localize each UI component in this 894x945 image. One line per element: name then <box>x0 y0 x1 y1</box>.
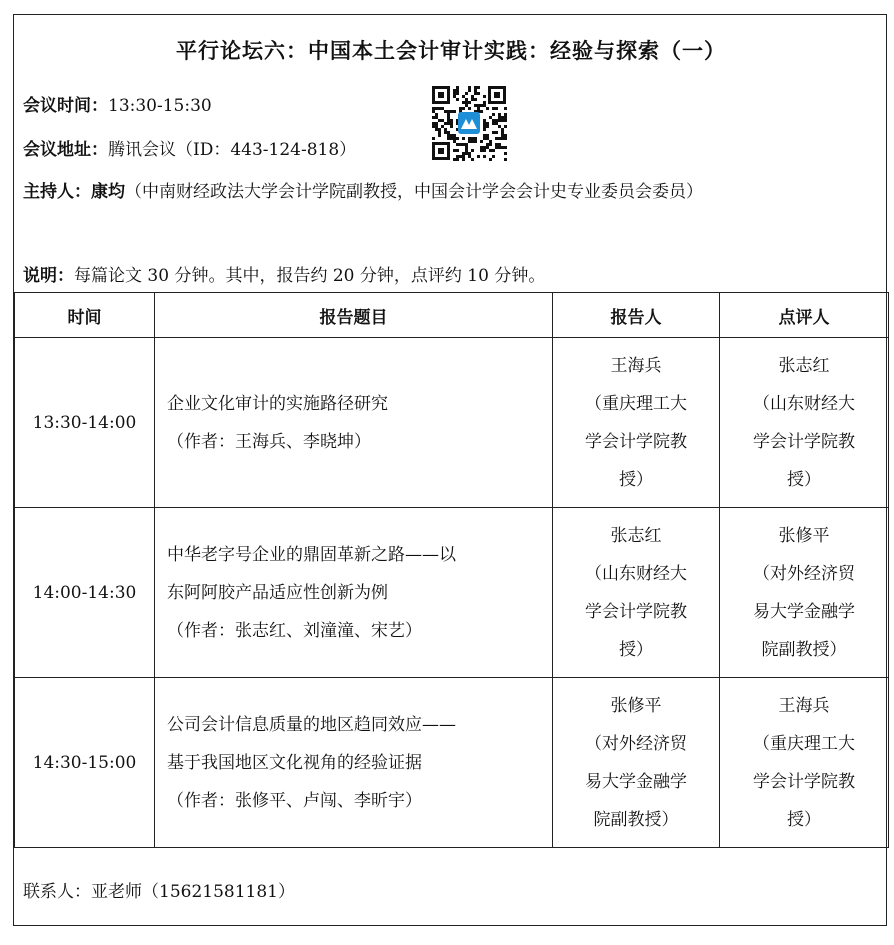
presenter-line: 学会计学院教 <box>585 431 687 452</box>
presenter-line: （对外经济贸 <box>585 733 687 754</box>
contact-info: 联系人：亚老师（15621581181） <box>23 882 295 902</box>
header-topic: 报告题目 <box>155 293 553 338</box>
reviewer-line: 授） <box>787 469 821 490</box>
meeting-time-value: 13:30-15:30 <box>108 96 212 116</box>
table-row <box>15 508 889 678</box>
presenter-line: 王海兵 <box>610 355 662 376</box>
host-info <box>23 173 873 211</box>
row-presenter <box>553 508 720 678</box>
topic-line: 基于我国地区文化视角的经验证据 <box>167 752 422 773</box>
topic-line: （作者：张志红、刘潼潼、宋艺） <box>167 620 422 641</box>
header-time: 时间 <box>15 293 155 338</box>
row-reviewer <box>720 678 889 848</box>
page-title: 平行论坛六：中国本土会计审计实践：经验与探索（一） <box>176 38 726 63</box>
presenter-line: 张修平 <box>610 695 662 716</box>
presenter-line: 学会计学院教 <box>585 601 687 622</box>
reviewer-line: （对外经济贸 <box>753 563 855 584</box>
presenter-line: 授） <box>619 469 653 490</box>
reviewer-line: 学会计学院教 <box>753 771 855 792</box>
row-time: 14:30-15:00 <box>15 678 155 848</box>
row-reviewer <box>720 338 889 508</box>
schedule-table <box>14 292 889 848</box>
topic-line: （作者：王海兵、李晓坤） <box>167 431 371 452</box>
note <box>23 261 545 286</box>
reviewer-line: （重庆理工大 <box>753 733 855 754</box>
meeting-time-label: 会议时间： <box>23 96 108 116</box>
header-reviewer: 点评人 <box>720 293 889 338</box>
reviewer-line: 学会计学院教 <box>753 431 855 452</box>
host-name: 康均 <box>91 182 125 202</box>
meeting-time <box>23 91 212 116</box>
presenter-line: 张志红 <box>610 525 662 546</box>
row-time: 14:00-14:30 <box>15 508 155 678</box>
reviewer-line: （山东财经大 <box>753 393 855 414</box>
topic-line: 中华老字号企业的鼎固革新之路——以 <box>167 544 456 565</box>
topic-line: 企业文化审计的实施路径研究 <box>167 393 388 414</box>
note-value: 每篇论文 30 分钟。其中，报告约 20 分钟，点评约 10 分钟。 <box>74 266 546 286</box>
row-topic <box>155 678 553 848</box>
topic-line: 公司会计信息质量的地区趋同效应—— <box>167 714 456 735</box>
reviewer-line: 张志红 <box>778 355 830 376</box>
reviewer-line: 授） <box>787 809 821 830</box>
row-topic <box>155 338 553 508</box>
row-presenter <box>553 338 720 508</box>
header-presenter: 报告人 <box>553 293 720 338</box>
table-row <box>15 338 889 508</box>
presenter-line: 易大学金融学 <box>585 771 687 792</box>
host-detail: （中南财经政法大学会计学院副教授，中国会计学会会计史专业委员会委员） <box>125 182 703 202</box>
host-label: 主持人： <box>23 182 91 202</box>
table-row <box>15 678 889 848</box>
reviewer-line: 院副教授） <box>761 639 847 660</box>
topic-line: （作者：张修平、卢闯、李昕宇） <box>167 790 422 811</box>
presenter-line: 院副教授） <box>593 809 679 830</box>
meeting-location-value: 腾讯会议（ID：443-124-818） <box>108 140 357 160</box>
qr-code-icon <box>431 85 507 161</box>
topic-line: 东阿阿胶产品适应性创新为例 <box>167 582 388 603</box>
reviewer-line: 易大学金融学 <box>753 601 855 622</box>
reviewer-line: 王海兵 <box>778 695 830 716</box>
row-presenter <box>553 678 720 848</box>
row-topic <box>155 508 553 678</box>
meeting-location <box>23 135 356 160</box>
presenter-line: 授） <box>619 639 653 660</box>
document-frame <box>13 14 887 926</box>
meeting-location-label: 会议地址： <box>23 140 108 160</box>
presenter-line: （山东财经大 <box>585 563 687 584</box>
reviewer-line: 张修平 <box>778 525 830 546</box>
row-time: 13:30-14:00 <box>15 338 155 508</box>
note-label: 说明： <box>23 266 74 286</box>
row-reviewer <box>720 508 889 678</box>
presenter-line: （重庆理工大 <box>585 393 687 414</box>
